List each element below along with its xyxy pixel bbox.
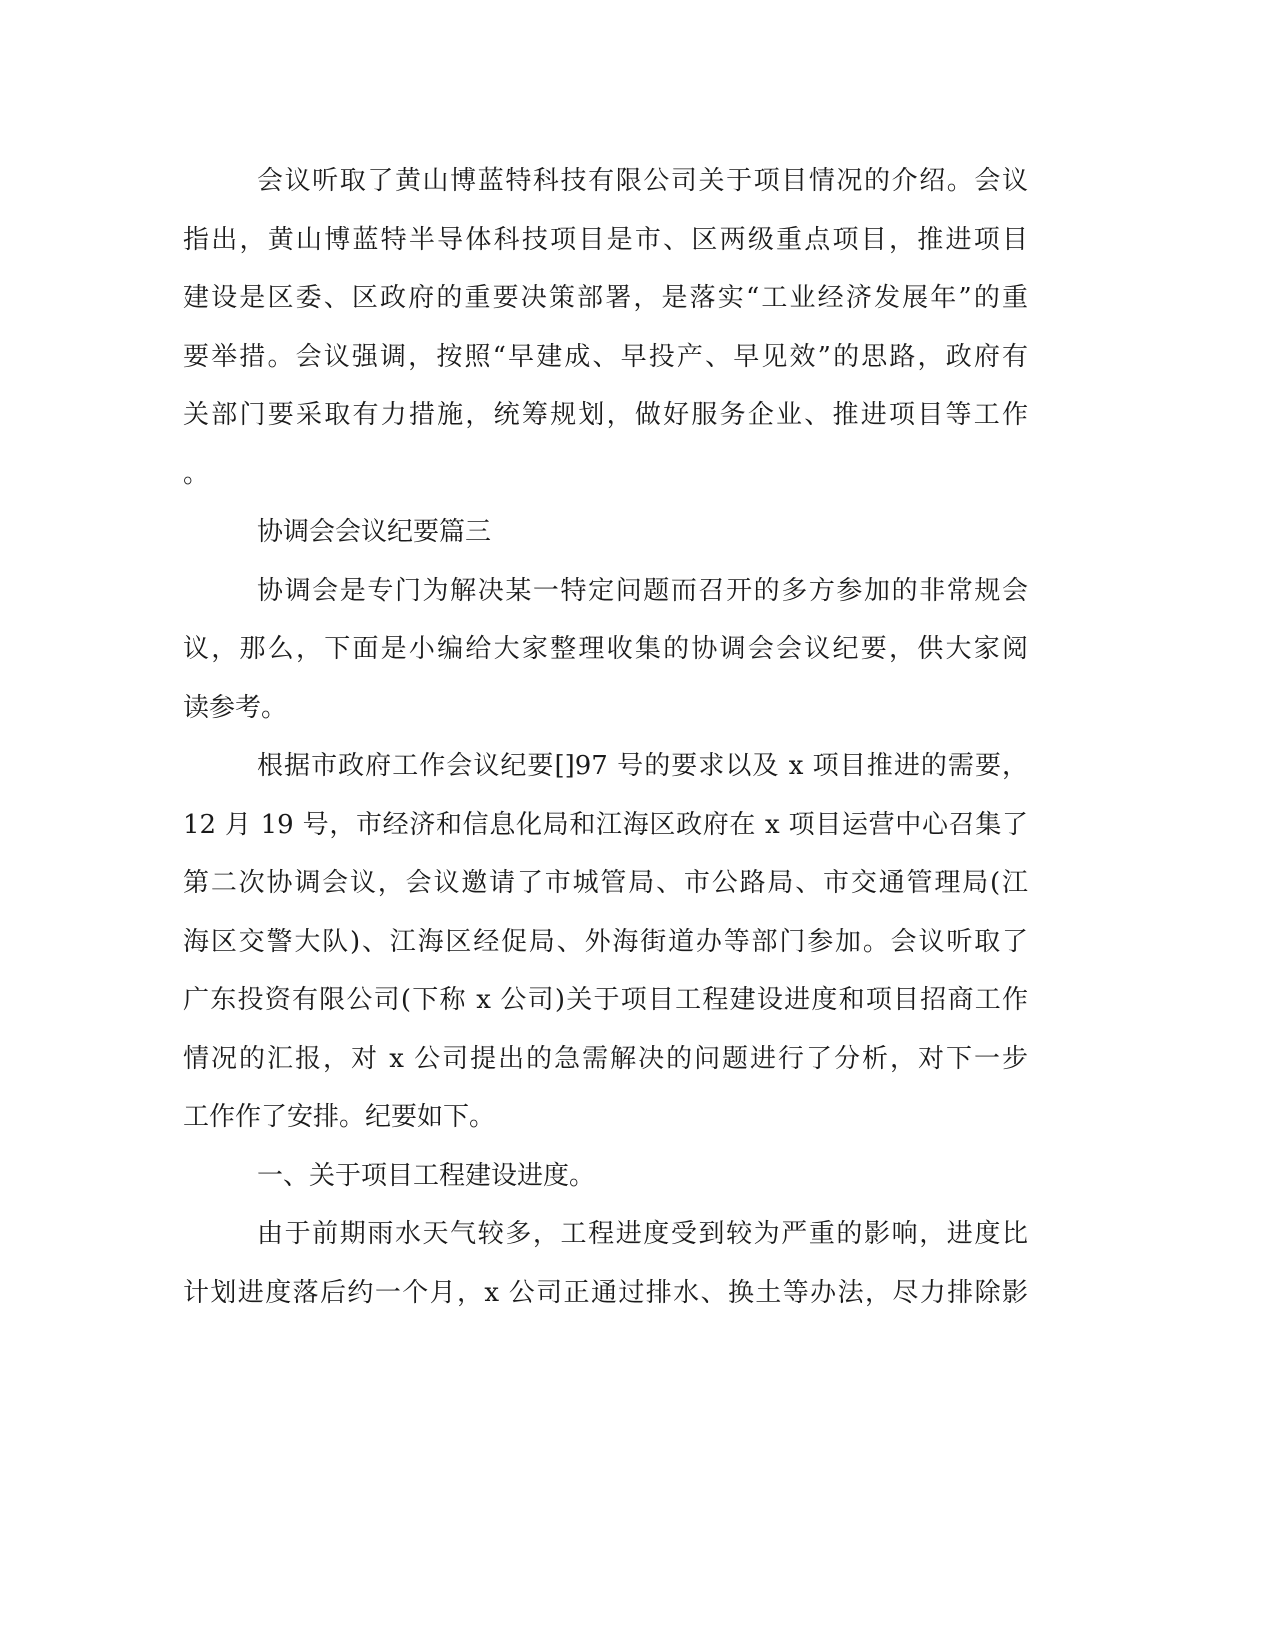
paragraph-1-line-2: 指出，黄山博蓝特半导体科技项目是市、区两级重点项目，推进项目 (183, 225, 1028, 255)
section-heading: 协调会会议纪要篇三 (257, 517, 492, 547)
paragraph-1-line-5: 关部门要采取有力措施，统筹规划，做好服务企业、推进项目等工作 (183, 400, 1028, 430)
paragraph-3-line-4: 海区交警大队)、江海区经促局、外海街道办等部门参加。会议听取了 (183, 927, 1028, 957)
paragraph-1-line-6: 。 (183, 459, 210, 489)
paragraph-3-line-2: 12 月 19 号，市经济和信息化局和江海区政府在 x 项目运营中心召集了 (183, 810, 1028, 840)
paragraph-1-line-1: 会议听取了黄山博蓝特科技有限公司关于项目情况的介绍。会议 (257, 166, 1028, 196)
paragraph-2-line-1: 协调会是专门为解决某一特定问题而召开的多方参加的非常规会 (257, 576, 1028, 606)
paragraph-3-line-3: 第二次协调会议，会议邀请了市城管局、市公路局、市交通管理局(江 (183, 868, 1028, 898)
paragraph-3-line-6: 情况的汇报，对 x 公司提出的急需解决的问题进行了分析，对下一步 (183, 1044, 1028, 1074)
paragraph-4-line-2: 计划进度落后约一个月，x 公司正通过排水、换土等办法，尽力排除影 (183, 1278, 1028, 1308)
paragraph-4-line-1: 由于前期雨水天气较多，工程进度受到较为严重的影响，进度比 (257, 1219, 1028, 1249)
subheading-1: 一、关于项目工程建设进度。 (257, 1161, 596, 1191)
paragraph-3-line-5: 广东投资有限公司(下称 x 公司)关于项目工程建设进度和项目招商工作 (183, 985, 1028, 1015)
paragraph-3-line-7: 工作作了安排。纪要如下。 (183, 1102, 496, 1132)
paragraph-2-line-2: 议，那么，下面是小编给大家整理收集的协调会会议纪要，供大家阅 (183, 634, 1028, 664)
paragraph-1-line-3: 建设是区委、区政府的重要决策部署，是落实“工业经济发展年”的重 (183, 283, 1028, 313)
paragraph-3-line-1: 根据市政府工作会议纪要[]97 号的要求以及 x 项目推进的需要， (257, 751, 1028, 781)
paragraph-1-line-4: 要举措。会议强调，按照“早建成、早投产、早见效”的思路，政府有 (183, 342, 1028, 372)
paragraph-2-line-3: 读参考。 (183, 693, 288, 723)
